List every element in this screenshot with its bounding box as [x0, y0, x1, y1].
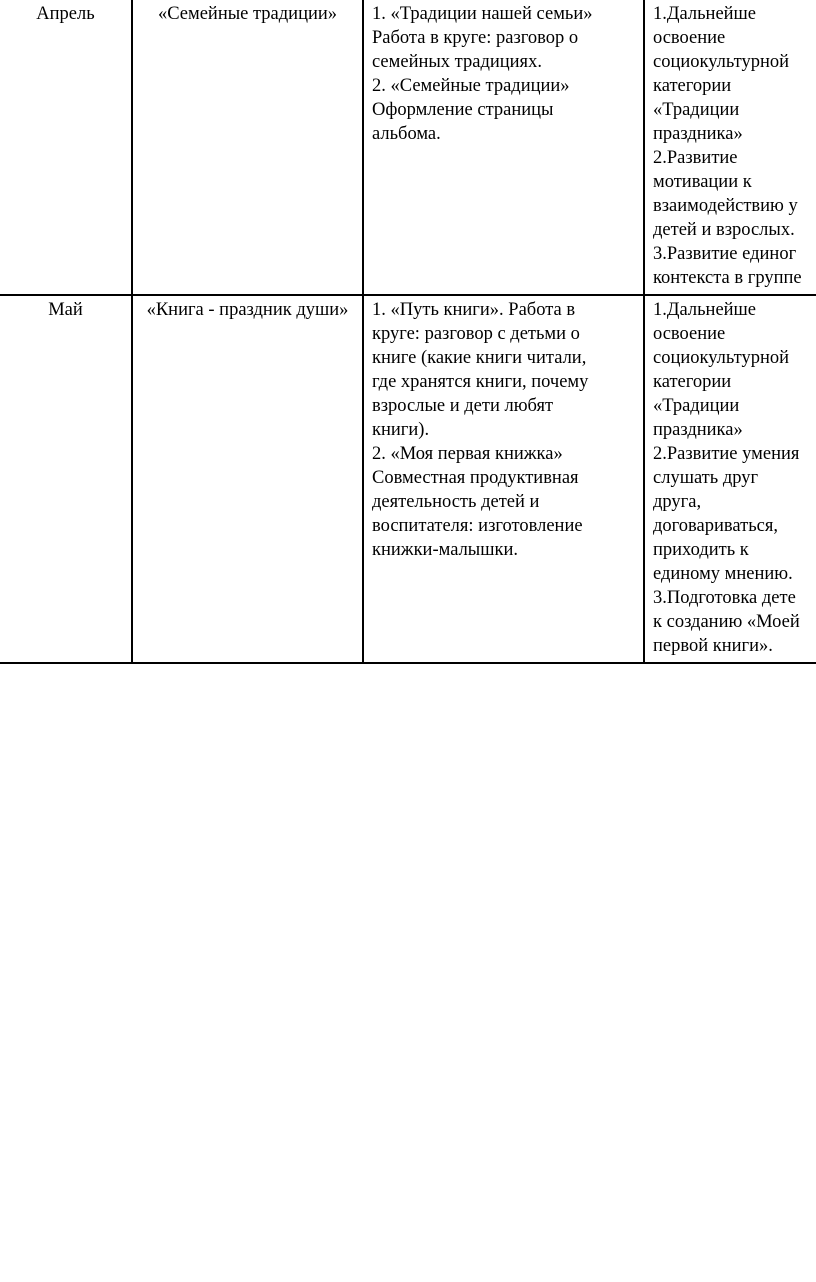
goals-line: социокультурной [653, 52, 790, 72]
table-row-april [0, 0, 816, 295]
goals-line: взаимодействию у [653, 196, 798, 216]
goals-line: социокультурной [653, 348, 790, 368]
goals-line: «Традиции [653, 100, 740, 120]
goals-line: договариваться, [653, 516, 778, 536]
content-line: 1. «Традиции нашей семьи» [372, 4, 593, 24]
goals-line: праздника» [653, 420, 743, 440]
content-line: Совместная продуктивная [372, 468, 579, 488]
content-line: 2. «Семейные традиции» [372, 76, 570, 96]
content-cell [363, 295, 644, 663]
theme-cell: «Семейные традиции» [132, 0, 363, 295]
content-line: Работа в круге: разговор о [372, 28, 579, 48]
goals-line: 2.Развитие умения [653, 444, 800, 464]
content-line: 1. «Путь книги». Работа в [372, 300, 576, 320]
content-line: семейных традициях. [372, 52, 542, 72]
content-line: 2. «Моя первая книжка» [372, 444, 563, 464]
goals-line: контекста в группе [653, 268, 802, 288]
content-line: Оформление страницы [372, 100, 554, 120]
content-line: альбома. [372, 124, 441, 144]
content-line: где хранятся книги, почему [372, 372, 589, 392]
goals-line: 1.Дальнейше [653, 300, 757, 320]
content-line: воспитателя: изготовление [372, 516, 583, 536]
table-row-may [0, 295, 816, 663]
content-line: деятельность детей и [372, 492, 540, 512]
goals-line: «Традиции [653, 396, 740, 416]
content-line: взрослые и дети любят [372, 396, 554, 416]
content-line: книжки-малышки. [372, 540, 518, 560]
goals-line: первой книги». [653, 636, 773, 656]
goals-line: праздника» [653, 124, 743, 144]
goals-line: приходить к [653, 540, 749, 560]
content-line: книге (какие книги читали, [372, 348, 587, 368]
goals-line: 1.Дальнейше [653, 4, 757, 24]
month-cell: Апрель [0, 0, 132, 295]
content-cell [363, 0, 644, 295]
goals-line: единому мнению. [653, 564, 793, 584]
goals-cell [644, 295, 816, 663]
goals-line: освоение [653, 28, 726, 48]
goals-line: категории [653, 372, 732, 392]
goals-cell [644, 0, 816, 295]
content-line: круге: разговор с детьми о [372, 324, 580, 344]
content-line: книги). [372, 420, 430, 440]
goals-line: к созданию «Моей [653, 612, 800, 632]
goals-line: 3.Подготовка дете [653, 588, 796, 608]
goals-line: слушать друг [653, 468, 759, 488]
theme-cell: «Книга - праздник души» [132, 295, 363, 663]
goals-line: мотивации к [653, 172, 752, 192]
goals-line: 2.Развитие [653, 148, 738, 168]
goals-line: категории [653, 76, 732, 96]
goals-line: детей и взрослых. [653, 220, 795, 240]
month-cell: Май [0, 295, 132, 663]
goals-line: 3.Развитие единог [653, 244, 797, 264]
goals-line: друга, [653, 492, 702, 512]
goals-line: освоение [653, 324, 726, 344]
